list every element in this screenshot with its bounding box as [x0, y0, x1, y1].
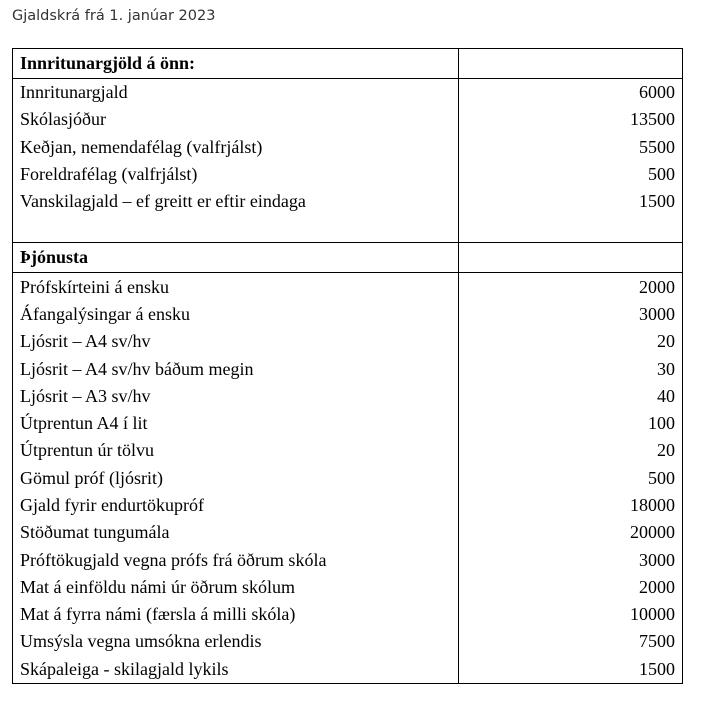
table-row	[13, 328, 683, 355]
table-row	[13, 519, 683, 546]
table-row	[13, 465, 683, 492]
fee-amount: 20000	[459, 519, 683, 546]
fee-amount: 18000	[459, 492, 683, 519]
fee-name: Ljósrit – A4 sv/hv báðum megin	[13, 355, 459, 382]
spacer-cell	[13, 215, 459, 243]
table-row	[13, 273, 683, 301]
fee-name: Stöðumat tungumála	[13, 519, 459, 546]
fee-amount: 6000	[459, 79, 683, 107]
fee-amount: 500	[459, 465, 683, 492]
table-row	[13, 161, 683, 188]
section-header-row	[13, 49, 683, 79]
fee-amount: 7500	[459, 628, 683, 655]
fee-amount: 500	[459, 161, 683, 188]
fee-name: Keðjan, nemendafélag (valfrjálst)	[13, 134, 459, 161]
fee-name: Útprentun A4 í lit	[13, 410, 459, 437]
section-header-empty-cell	[459, 243, 683, 273]
table-row	[13, 410, 683, 437]
fee-name: Áfangalýsingar á ensku	[13, 301, 459, 328]
fee-amount: 1500	[459, 656, 683, 684]
fee-name: Gömul próf (ljósrit)	[13, 465, 459, 492]
spacer-cell	[459, 215, 683, 243]
table-row	[13, 106, 683, 133]
table-row	[13, 628, 683, 655]
table-row	[13, 134, 683, 161]
fee-amount: 10000	[459, 601, 683, 628]
table-row	[13, 188, 683, 215]
fee-amount: 2000	[459, 574, 683, 601]
table-row	[13, 601, 683, 628]
table-row	[13, 301, 683, 328]
fee-amount: 20	[459, 437, 683, 464]
fee-name: Skólasjóður	[13, 106, 459, 133]
fee-name: Útprentun úr tölvu	[13, 437, 459, 464]
section-title: Þjónusta	[13, 243, 459, 273]
fee-name: Próftökugjald vegna prófs frá öðrum skóla	[13, 546, 459, 573]
fee-amount: 30	[459, 355, 683, 382]
fee-name: Ljósrit – A4 sv/hv	[13, 328, 459, 355]
spacer-row	[13, 215, 683, 243]
fee-amount: 13500	[459, 106, 683, 133]
fee-name: Vanskilagjald – ef greitt er eftir eindaga	[13, 188, 459, 215]
fee-name: Mat á fyrra námi (færsla á milli skóla)	[13, 601, 459, 628]
fee-amount: 5500	[459, 134, 683, 161]
fee-amount: 100	[459, 410, 683, 437]
table-row	[13, 437, 683, 464]
table-row	[13, 492, 683, 519]
section-header-row	[13, 243, 683, 273]
table-row	[13, 383, 683, 410]
fee-name: Umsýsla vegna umsókna erlendis	[13, 628, 459, 655]
section-title: Innritunargjöld á önn:	[13, 49, 459, 79]
fee-amount: 1500	[459, 188, 683, 215]
fee-name: Prófskírteini á ensku	[13, 273, 459, 301]
fee-table	[12, 48, 683, 684]
table-row	[13, 574, 683, 601]
page-caption: Gjaldskrá frá 1. janúar 2023	[12, 8, 216, 24]
fee-amount: 3000	[459, 301, 683, 328]
table-row	[13, 79, 683, 107]
fee-name: Innritunargjald	[13, 79, 459, 107]
fee-name: Mat á einföldu námi úr öðrum skólum	[13, 574, 459, 601]
fee-name: Skápaleiga - skilagjald lykils	[13, 656, 459, 684]
fee-amount: 20	[459, 328, 683, 355]
fee-table-body	[13, 49, 683, 684]
table-row	[13, 355, 683, 382]
fee-name: Ljósrit – A3 sv/hv	[13, 383, 459, 410]
fee-amount: 2000	[459, 273, 683, 301]
fee-amount: 3000	[459, 546, 683, 573]
section-header-empty-cell	[459, 49, 683, 79]
table-row	[13, 656, 683, 684]
fee-name: Foreldrafélag (valfrjálst)	[13, 161, 459, 188]
fee-name: Gjald fyrir endurtökupróf	[13, 492, 459, 519]
table-row	[13, 546, 683, 573]
fee-amount: 40	[459, 383, 683, 410]
